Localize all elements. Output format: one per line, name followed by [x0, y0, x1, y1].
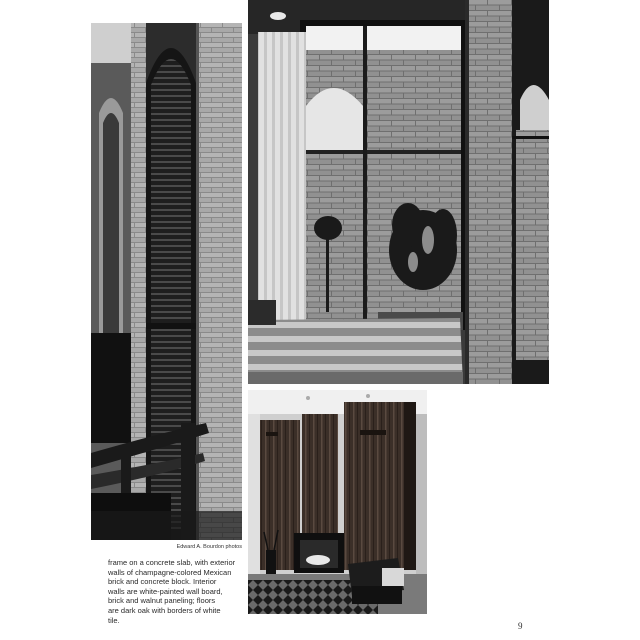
caption-line: frame on a concrete slab, with exterior	[108, 558, 236, 567]
caption-line: tile.	[108, 615, 120, 625]
caption-line: walls are white-painted wall board,	[108, 586, 223, 596]
caption-line: are dark oak with borders of white	[108, 605, 221, 615]
photo-walnut-fireplace	[248, 390, 427, 614]
caption-line: walls of champagne-colored Mexican	[108, 567, 232, 577]
caption-text	[108, 558, 244, 625]
caption-line: brick and walnut paneling; floors	[108, 596, 216, 606]
caption-line: brick and concrete block. Interior	[108, 577, 217, 587]
photo-bedroom-courtyard	[248, 0, 549, 384]
page-number: 9	[518, 621, 523, 631]
photo-brick-hallway	[91, 23, 242, 540]
photo-credit: Edward A. Bourdon photos	[176, 544, 242, 550]
